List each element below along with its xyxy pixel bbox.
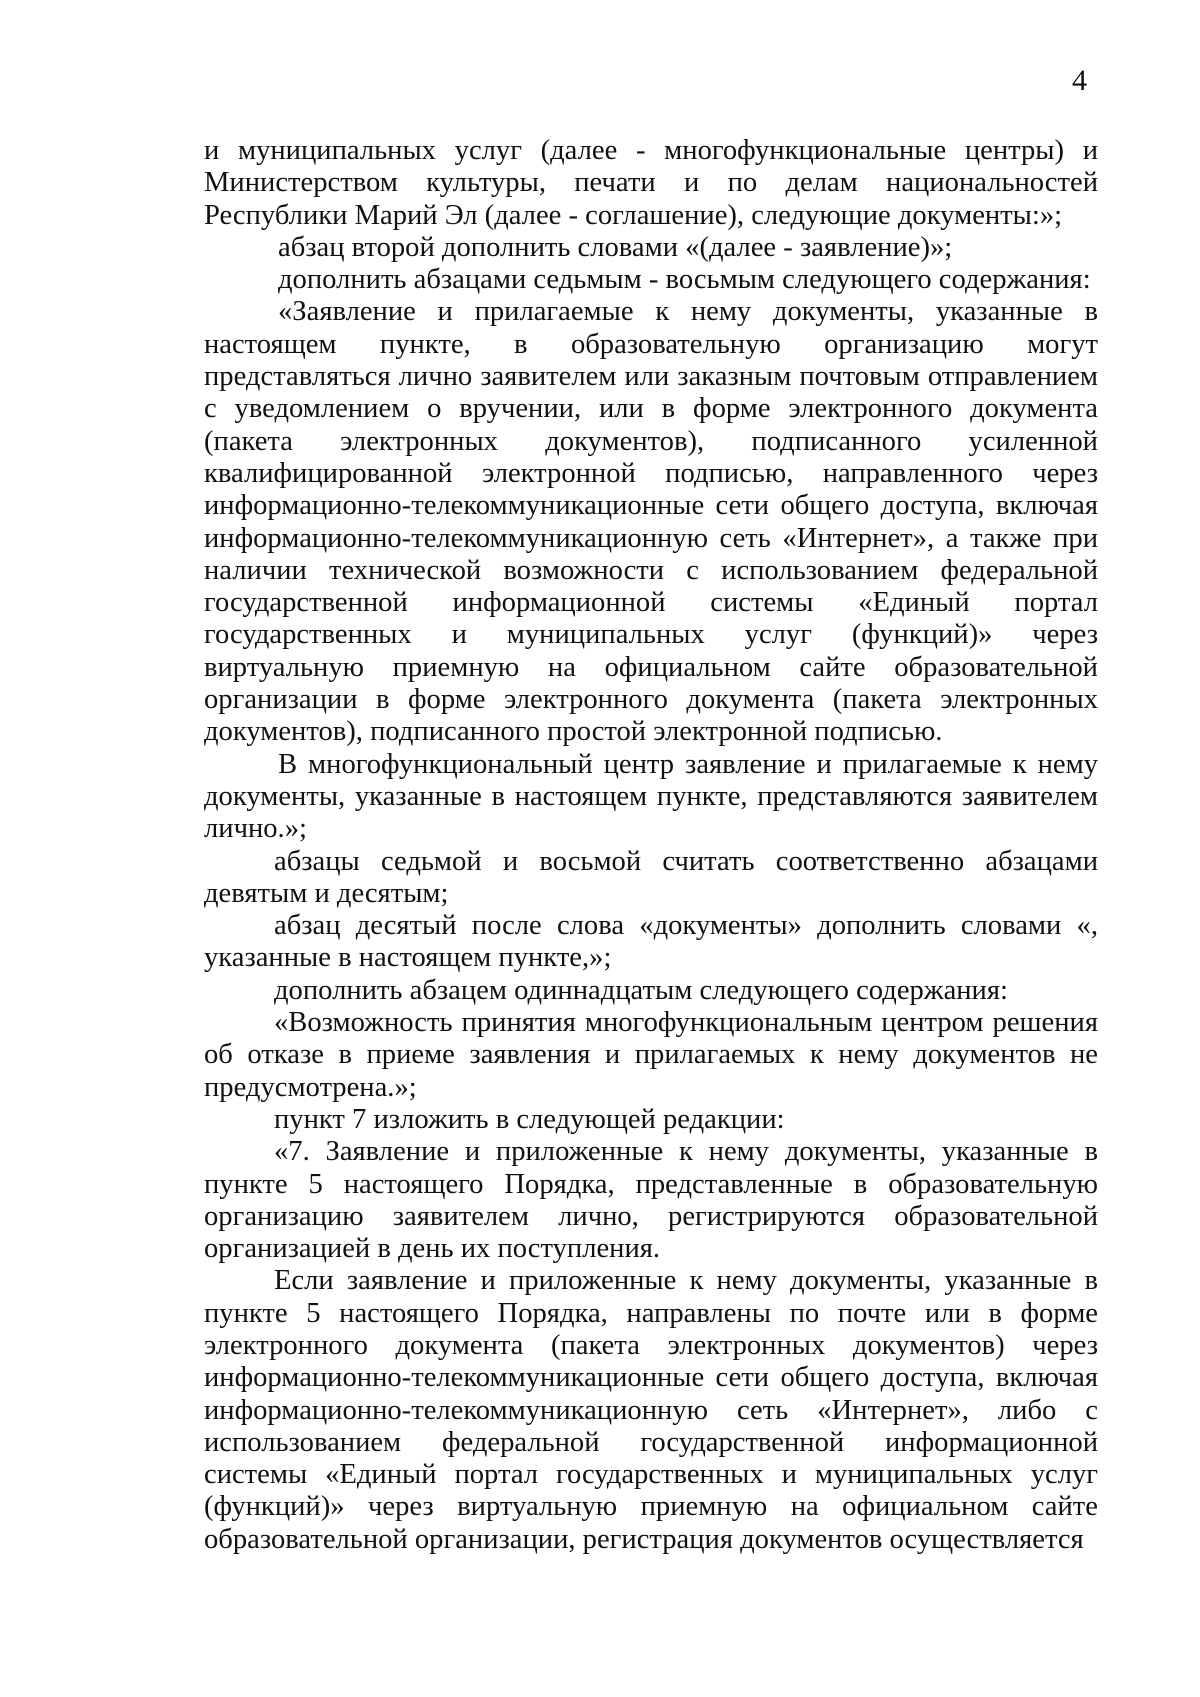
paragraph-amendment: дополнить абзацем одиннадцатым следующего содержания: xyxy=(274,974,1008,1006)
paragraph-quote: В многофункциональный центр заявление и прилагаемые к нему документы, указанные в настоящем пункте, представляются заявителем лично.»; xyxy=(204,748,1098,845)
document-body xyxy=(204,135,1098,1556)
paragraph-continuation: и муниципальных услуг (далее - многофункциональные центры) и Министерством культуры, печати и по делам национальностей Республики Марий Эл (далее - соглашение), следующие документы:»; xyxy=(204,135,1098,231)
paragraph-quote: «7. Заявление и приложенные к нему документы, указанные в пункте 5 настоящего Порядка, представленные в образовательную организацию заявителем лично, регистрируются образовательной организацией в день их поступления. xyxy=(204,1136,1098,1265)
page-number: 4 xyxy=(1072,64,1087,97)
paragraph-quote: «Возможность принятия многофункциональным центром решения об отказе в приеме заявления и прилагаемых к нему документов не предусмотрена.»; xyxy=(204,1007,1098,1103)
paragraph-amendment: дополнить абзацами седьмым - восьмым следующего содержания: xyxy=(278,264,1091,296)
paragraph-amendment: пункт 7 изложить в следующей редакции: xyxy=(274,1103,785,1135)
paragraph-quote: «Заявление и прилагаемые к нему документы, указанные в настоящем пункте, в образовательную организацию могут представляться лично заявителем или заказным почтовым отправлением с уведомлением о вручении, или в форме электронного документа (пакета электронных документов), подписанного усиленной квалифицированной электронной подписью, направленного через информационно-телекоммуникационные сети общего доступа, включая информационно-телекоммуникационную сеть «Интернет», а также при наличии технической возможности с использованием федеральной государственной информационной системы «Единый портал государственных и муниципальных услуг (функций)» через виртуальную приемную на официальном сайте образовательной организации в форме электронного документа (пакета электронных документов), подписанного простой электронной подписью. xyxy=(204,296,1098,748)
paragraph-amendment: абзац десятый после слова «документы» дополнить словами «, указанные в настоящем пункте,»; xyxy=(204,910,1098,974)
paragraph-amendment: абзац второй дополнить словами «(далее - заявление)»; xyxy=(278,231,953,263)
paragraph-quote: Если заявление и приложенные к нему документы, указанные в пункте 5 настоящего Порядка, направлены по почте или в форме электронного документа (пакета электронных документов) через информационно-телекоммуникационные сети общего доступа, включая информационно-телекоммуникационную сеть «Интернет», либо с использованием федеральной государственной информационной системы «Единый портал государственных и муниципальных услуг (функций)» через виртуальную приемную на официальном сайте образовательной организации, регистрация документов осуществляется xyxy=(204,1265,1098,1555)
paragraph-amendment: абзацы седьмой и восьмой считать соответственно абзацами девятым и десятым; xyxy=(204,845,1098,909)
